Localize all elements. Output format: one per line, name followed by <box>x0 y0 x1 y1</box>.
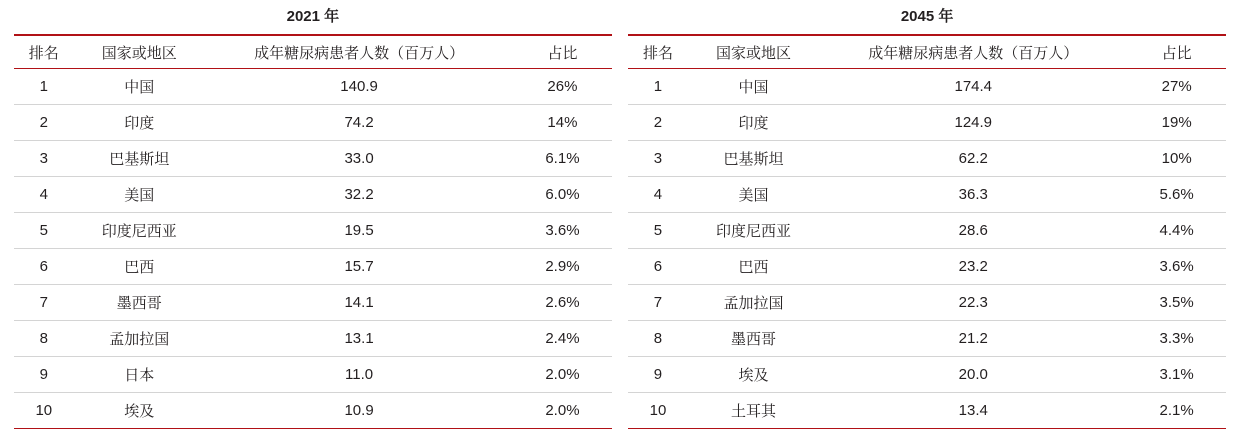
column-spacer <box>612 393 628 429</box>
cell-rank: 1 <box>14 69 74 105</box>
cell-count: 14.1 <box>205 285 513 321</box>
cell-region: 中国 <box>74 69 205 105</box>
cell-count: 19.5 <box>205 213 513 249</box>
cell-region: 美国 <box>688 177 819 213</box>
cell-rank: 1 <box>628 69 688 105</box>
cell-count: 74.2 <box>205 105 513 141</box>
cell-rank: 2 <box>14 105 74 141</box>
cell-region: 中国 <box>688 69 819 105</box>
cell-region: 巴基斯坦 <box>74 141 205 177</box>
cell-share: 6.1% <box>513 141 612 177</box>
cell-count: 174.4 <box>819 69 1127 105</box>
cell-rank: 5 <box>14 213 74 249</box>
cell-rank: 7 <box>628 285 688 321</box>
cell-count: 11.0 <box>205 357 513 393</box>
cell-region: 巴西 <box>74 249 205 285</box>
cell-share: 19% <box>1127 105 1226 141</box>
cell-rank: 8 <box>14 321 74 357</box>
cell-rank: 10 <box>628 393 688 429</box>
cell-rank: 9 <box>628 357 688 393</box>
cell-share: 26% <box>513 69 612 105</box>
header-region-left: 国家或地区 <box>74 35 205 69</box>
column-header-row <box>14 35 1226 69</box>
column-spacer <box>612 69 628 105</box>
cell-share: 2.0% <box>513 393 612 429</box>
cell-region: 印度 <box>74 105 205 141</box>
cell-region: 墨西哥 <box>74 285 205 321</box>
cell-count: 124.9 <box>819 105 1127 141</box>
cell-region: 日本 <box>74 357 205 393</box>
table-row <box>14 105 1226 141</box>
cell-share: 6.0% <box>513 177 612 213</box>
cell-rank: 7 <box>14 285 74 321</box>
table-row <box>14 249 1226 285</box>
cell-region: 埃及 <box>74 393 205 429</box>
cell-region: 墨西哥 <box>688 321 819 357</box>
cell-count: 36.3 <box>819 177 1127 213</box>
group-header-2021: 2021 年 <box>14 0 612 35</box>
cell-count: 28.6 <box>819 213 1127 249</box>
table-row <box>14 213 1226 249</box>
cell-rank: 6 <box>14 249 74 285</box>
header-share-right: 占比 <box>1127 35 1226 69</box>
cell-share: 10% <box>1127 141 1226 177</box>
cell-rank: 4 <box>628 177 688 213</box>
cell-region: 印度尼西亚 <box>74 213 205 249</box>
column-spacer <box>612 249 628 285</box>
cell-region: 美国 <box>74 177 205 213</box>
column-spacer <box>612 321 628 357</box>
cell-rank: 10 <box>14 393 74 429</box>
cell-count: 62.2 <box>819 141 1127 177</box>
cell-share: 3.6% <box>513 213 612 249</box>
cell-share: 2.9% <box>513 249 612 285</box>
cell-share: 2.6% <box>513 285 612 321</box>
cell-count: 23.2 <box>819 249 1127 285</box>
column-spacer <box>612 105 628 141</box>
cell-share: 2.1% <box>1127 393 1226 429</box>
cell-count: 22.3 <box>819 285 1127 321</box>
cell-share: 2.4% <box>513 321 612 357</box>
cell-count: 21.2 <box>819 321 1127 357</box>
cell-share: 3.5% <box>1127 285 1226 321</box>
column-spacer <box>612 177 628 213</box>
group-header-2045: 2045 年 <box>628 0 1226 35</box>
column-spacer <box>612 35 628 69</box>
table-row <box>14 69 1226 105</box>
cell-count: 13.1 <box>205 321 513 357</box>
cell-share: 3.3% <box>1127 321 1226 357</box>
column-spacer <box>612 213 628 249</box>
cell-share: 14% <box>513 105 612 141</box>
header-share-left: 占比 <box>513 35 612 69</box>
column-spacer <box>612 357 628 393</box>
cell-rank: 4 <box>14 177 74 213</box>
cell-rank: 2 <box>628 105 688 141</box>
cell-count: 32.2 <box>205 177 513 213</box>
cell-rank: 8 <box>628 321 688 357</box>
cell-region: 印度 <box>688 105 819 141</box>
header-count-right: 成年糖尿病患者人数（百万人） <box>819 35 1127 69</box>
cell-count: 33.0 <box>205 141 513 177</box>
column-spacer <box>612 285 628 321</box>
cell-count: 140.9 <box>205 69 513 105</box>
cell-region: 埃及 <box>688 357 819 393</box>
column-spacer <box>612 141 628 177</box>
cell-count: 13.4 <box>819 393 1127 429</box>
cell-region: 土耳其 <box>688 393 819 429</box>
header-rank-right: 排名 <box>628 35 688 69</box>
cell-region: 巴基斯坦 <box>688 141 819 177</box>
cell-share: 2.0% <box>513 357 612 393</box>
cell-rank: 6 <box>628 249 688 285</box>
table-row <box>14 285 1226 321</box>
cell-region: 巴西 <box>688 249 819 285</box>
column-spacer <box>612 0 628 35</box>
table-row <box>14 177 1226 213</box>
cell-region: 印度尼西亚 <box>688 213 819 249</box>
header-region-right: 国家或地区 <box>688 35 819 69</box>
cell-region: 孟加拉国 <box>688 285 819 321</box>
cell-rank: 9 <box>14 357 74 393</box>
group-header-row <box>14 0 1226 35</box>
cell-share: 3.6% <box>1127 249 1226 285</box>
table-row <box>14 321 1226 357</box>
cell-share: 4.4% <box>1127 213 1226 249</box>
cell-share: 5.6% <box>1127 177 1226 213</box>
cell-region: 孟加拉国 <box>74 321 205 357</box>
cell-count: 20.0 <box>819 357 1127 393</box>
table-row <box>14 393 1226 429</box>
table-row <box>14 357 1226 393</box>
cell-rank: 3 <box>628 141 688 177</box>
cell-count: 10.9 <box>205 393 513 429</box>
cell-share: 27% <box>1127 69 1226 105</box>
cell-count: 15.7 <box>205 249 513 285</box>
diabetes-ranking-table <box>14 0 1226 429</box>
cell-rank: 5 <box>628 213 688 249</box>
table-row <box>14 141 1226 177</box>
cell-share: 3.1% <box>1127 357 1226 393</box>
cell-rank: 3 <box>14 141 74 177</box>
header-count-left: 成年糖尿病患者人数（百万人） <box>205 35 513 69</box>
header-rank-left: 排名 <box>14 35 74 69</box>
